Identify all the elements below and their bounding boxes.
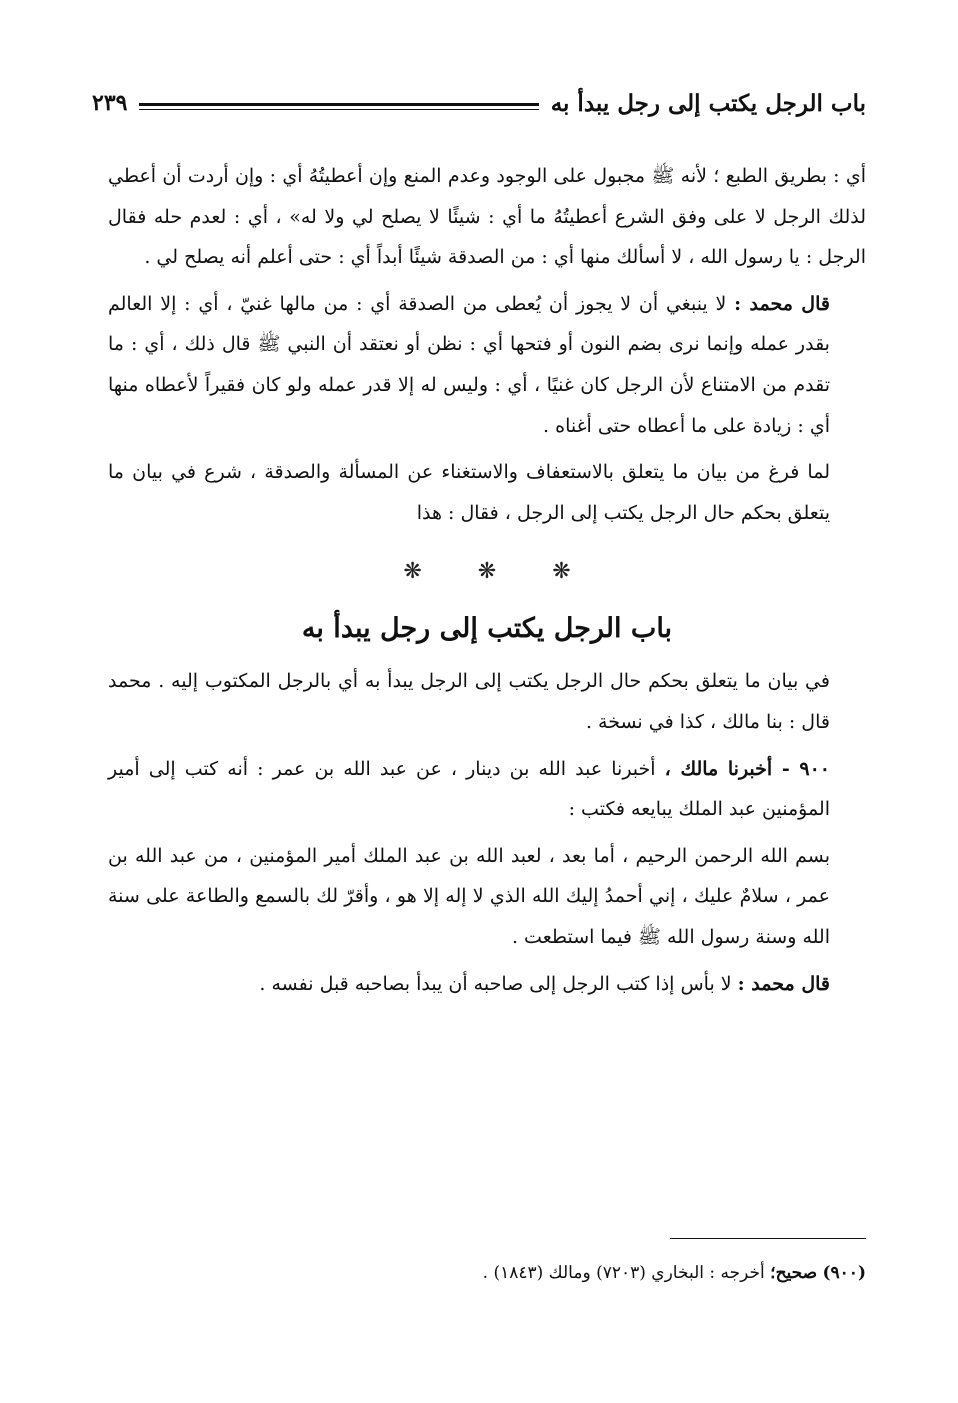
star-ornament: ❋ xyxy=(403,559,422,585)
star-ornament: ❋ xyxy=(477,559,497,585)
paragraph-commentary-1: أي : بطريق الطبع ؛ لأنه ﷺ مجبول على الوجود وعدم المنع وإن أعطيتُهُ أي : وإن أردت أن أعطي لذلك الرجل لا على وفق الشرع أعطيتُهُ ما أي : شيئًا لا يصلح لي ولا له» ، أي : لعدم حله فقال الرجل : يا رسول الله ، لا أسألك منها أي : من الصدقة شيئًا أبداً أي : حتى أعلم أنه يصلح لي . xyxy=(108,165,867,269)
paragraph-section-intro: في بيان ما يتعلق بحكم حال الرجل يكتب إلى الرجل يبدأ به أي بالرجل المكتوب إليه . محمد قال : بنا مالك ، كذا في نسخة . xyxy=(108,670,830,733)
paragraph-qala-muhammad-1: قال محمد : لا ينبغي أن لا يجوز أن يُعطى من الصدقة أي : من مالها غنيّ ، أي : إلا العالم بقدر عمله وإنما نرى بضم النون أو فتحها أي : نظن أو نعتقد أن النبي ﷺ قال ذلك ، أي : ما تقدم من الامتناع لأن الرجل كان غنيًا ، أي : وليس له إلا قدر عمله ولو كان فقيراً لأعطاه منها أي : زيادة على ما أعطاه حتى أغناه . xyxy=(108,292,831,437)
footnote-text: أخرجه : البخاري (٧٢٠٣) ومالك (١٨٤٣) . xyxy=(482,1263,765,1283)
paragraph-qala-muhammad-2: قال محمد : لا بأس إذا كتب الرجل إلى صاحبه أن يبدأ بصاحبه قبل نفسه . xyxy=(259,972,830,995)
paragraph-letter-text: بسم الله الرحمن الرحيم ، أما بعد ، لعبد الله بن عبد الملك أمير المؤمنين ، من عبد الله بن عمر ، سلامٌ عليك ، إني أحمدُ إليك الله الذي لا إله إلا هو ، وأقرّ لك بالسمع والطاعة على سنة الله وسنة رسول الله ﷺ فيما استطعت . xyxy=(108,844,830,948)
main-text xyxy=(108,156,866,1010)
section-separator xyxy=(108,561,866,583)
star-ornament: ❋ xyxy=(552,559,571,585)
paragraph-transition: لما فرغ من بيان ما يتعلق بالاستعفاف والاستغناء عن المسألة والصدقة ، شرع في بيان ما يتعلق بحكم حال الرجل يكتب إلى الرجل ، فقال : هذا xyxy=(108,461,830,524)
qala-muhammad-label: قال محمد : xyxy=(734,292,830,315)
qala-muhammad-label: قال محمد : xyxy=(737,972,830,995)
running-title: باب الرجل يكتب إلى رجل يبدأ به xyxy=(550,89,866,117)
footnote-number: (٩٠٠) xyxy=(822,1263,866,1283)
hadith-number-label: ٩٠٠ - أخبرنا مالك ، xyxy=(664,757,831,780)
paragraph-hadith-900: ٩٠٠ - أخبرنا مالك ، أخبرنا عبد الله بن دينار ، عن عبد الله بن عمر : أنه كتب إلى أمير المؤمنين عبد الملك يبايعه فكتب : xyxy=(108,757,831,821)
footnote xyxy=(92,1258,866,1288)
page-number: ٢٣٩ xyxy=(92,90,128,116)
footnote-grade: صحيح؛ xyxy=(770,1263,818,1283)
running-header xyxy=(92,86,866,120)
footnote-divider xyxy=(670,1238,866,1239)
header-rule xyxy=(139,103,538,110)
section-heading: باب الرجل يكتب إلى رجل يبدأ به xyxy=(301,613,673,645)
